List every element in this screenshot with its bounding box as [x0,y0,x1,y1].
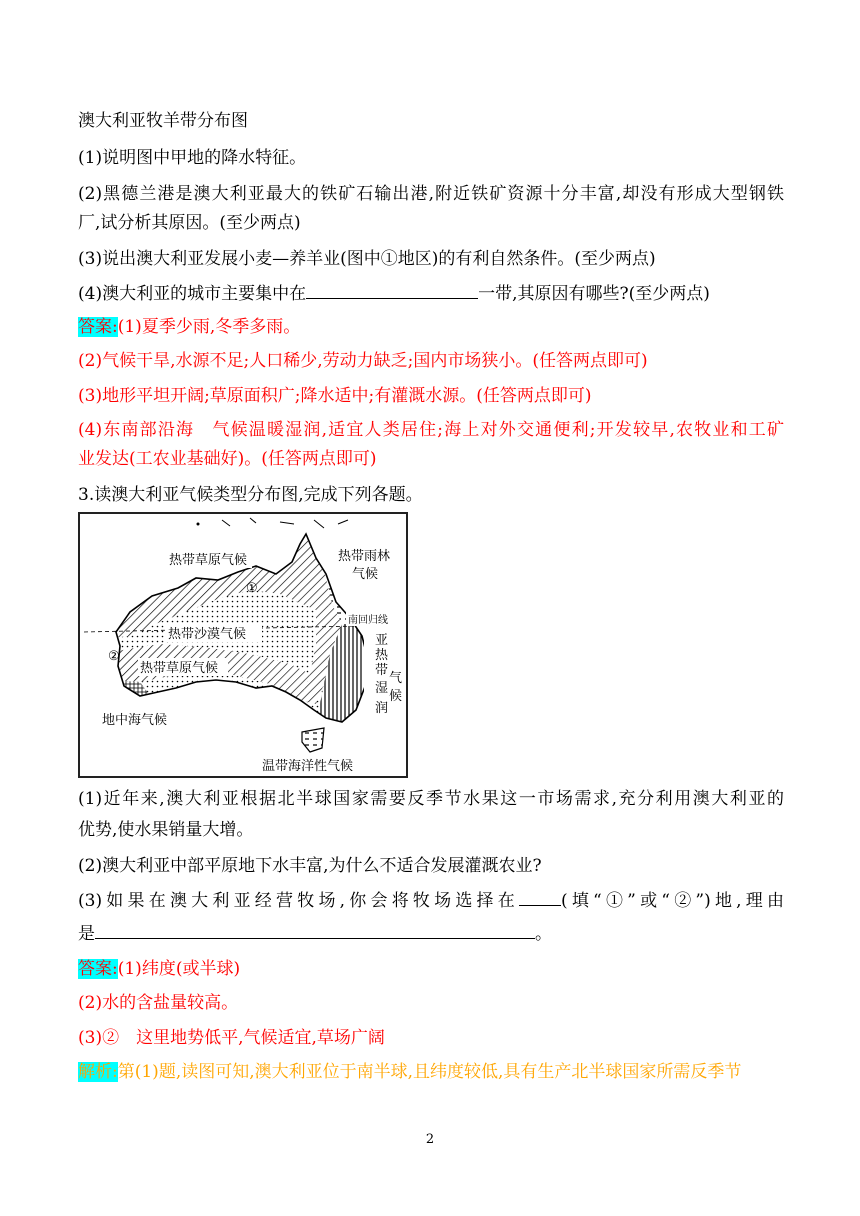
question-2-4-post: 一带,其原因有哪些?(至少两点) [478,284,710,304]
climate-map-svg [80,514,406,776]
answer-2-3: (3)地形平坦开阔;草原面积广;降水适中;有灌溉水源。(任答两点即可) [78,386,592,406]
question-3-3b-pre: 是 [78,924,95,944]
explanation-label: 解析: [78,1062,118,1082]
answer-2-1-text: (1)夏季少雨,冬季多雨。 [117,317,301,337]
answer-3-2: (2)水的含盐量较高。 [78,993,239,1013]
question-3-1b: 优势,使水果销量大增。 [78,820,254,840]
label-rainforest-line1: 热带雨林 [338,549,391,564]
australia-climate-map [78,512,408,778]
label-subtropical-6: 候 [389,689,403,704]
label-subtropical-5: 湿 [375,681,389,696]
explanation [78,1061,741,1083]
label-circle-1: ① [246,581,258,596]
map-sea-islands [197,518,349,528]
explanation-text: 第(1)题,读图可知,澳大利亚位于南半球,且纬度较低,具有生产北半球国家所需反季节 [117,1062,742,1082]
answer-blank[interactable] [95,922,535,939]
question-2-1: (1)说明图中甲地的降水特征。 [78,148,307,168]
question-3-3b [78,922,552,945]
label-tropical-grassland-south: 热带草原气候 [140,661,219,676]
label-temperate-marine: 温带海洋性气候 [262,759,354,774]
answer-blank[interactable] [306,282,478,299]
question-2-2a: (2)黑德兰港是澳大利亚最大的铁矿石输出港,附近铁矿资源十分丰富,却没有形成大型钢铁 [78,184,784,204]
answer-label: 答案: [78,959,118,979]
answer-2-4b: 业发达(工农业基础好)。(任答两点即可) [78,449,377,469]
label-circle-2: ② [108,649,120,664]
label-subtropical-7: 润 [375,701,389,716]
answer-label: 答案: [78,317,118,337]
label-subtropical-3: 带 [375,663,389,678]
label-mediterranean: 地中海气候 [102,713,168,728]
question-3-3b-post: 。 [535,924,552,944]
answer-3-1 [78,958,240,980]
answer-2-1 [78,316,300,338]
answer-blank[interactable] [519,889,561,906]
question-3-3-pre: (3)如果在澳大利亚经营牧场,你会将牧场选择在 [78,891,519,911]
question-2-2b: 厂,试分析其原因。(至少两点) [78,213,301,233]
page-number: 2 [425,1132,435,1147]
question-3-3a [78,889,784,912]
label-tropic: 南回归线 [348,615,388,626]
label-rainforest-line2: 气候 [352,567,379,582]
map-caption: 澳大利亚牧羊带分布图 [78,111,248,131]
answer-2-4a: (4)东南部沿海 气候温暖湿润,适宜人类居住;海上对外交通便利;开发较早,农牧业和工矿 [78,420,784,440]
label-desert: 热带沙漠气候 [168,627,247,642]
label-subtropical-2: 热 [375,648,389,663]
question-3-3-post: (填“①”或“②”)地,理由 [561,891,785,911]
label-subtropical-1: 亚 [375,633,389,648]
question-3-title: 3.读澳大利亚气候类型分布图,完成下列各题。 [78,485,423,505]
question-3-1a: (1)近年来,澳大利亚根据北半球国家需要反季节水果这一市场需求,充分利用澳大利亚的 [78,789,784,809]
question-2-3: (3)说出澳大利亚发展小麦—养羊业(图中①地区)的有利自然条件。(至少两点) [78,249,656,269]
label-tropical-grassland-north: 热带草原气候 [169,553,248,568]
question-2-4-pre: (4)澳大利亚的城市主要集中在 [78,284,307,304]
answer-3-3: (3)② 这里地势低平,气候适宜,草场广阔 [78,1028,385,1048]
answer-3-1-text: (1)纬度(或半球) [117,959,241,979]
question-3-2: (2)澳大利亚中部平原地下水丰富,为什么不适合发展灌溉农业? [78,856,542,876]
answer-2-2: (2)气候干旱,水源不足;人口稀少,劳动力缺乏;国内市场狭小。(任答两点即可) [78,351,648,371]
label-subtropical-4: 气 [389,671,403,686]
tasmania [302,728,324,752]
question-2-4 [78,282,710,305]
